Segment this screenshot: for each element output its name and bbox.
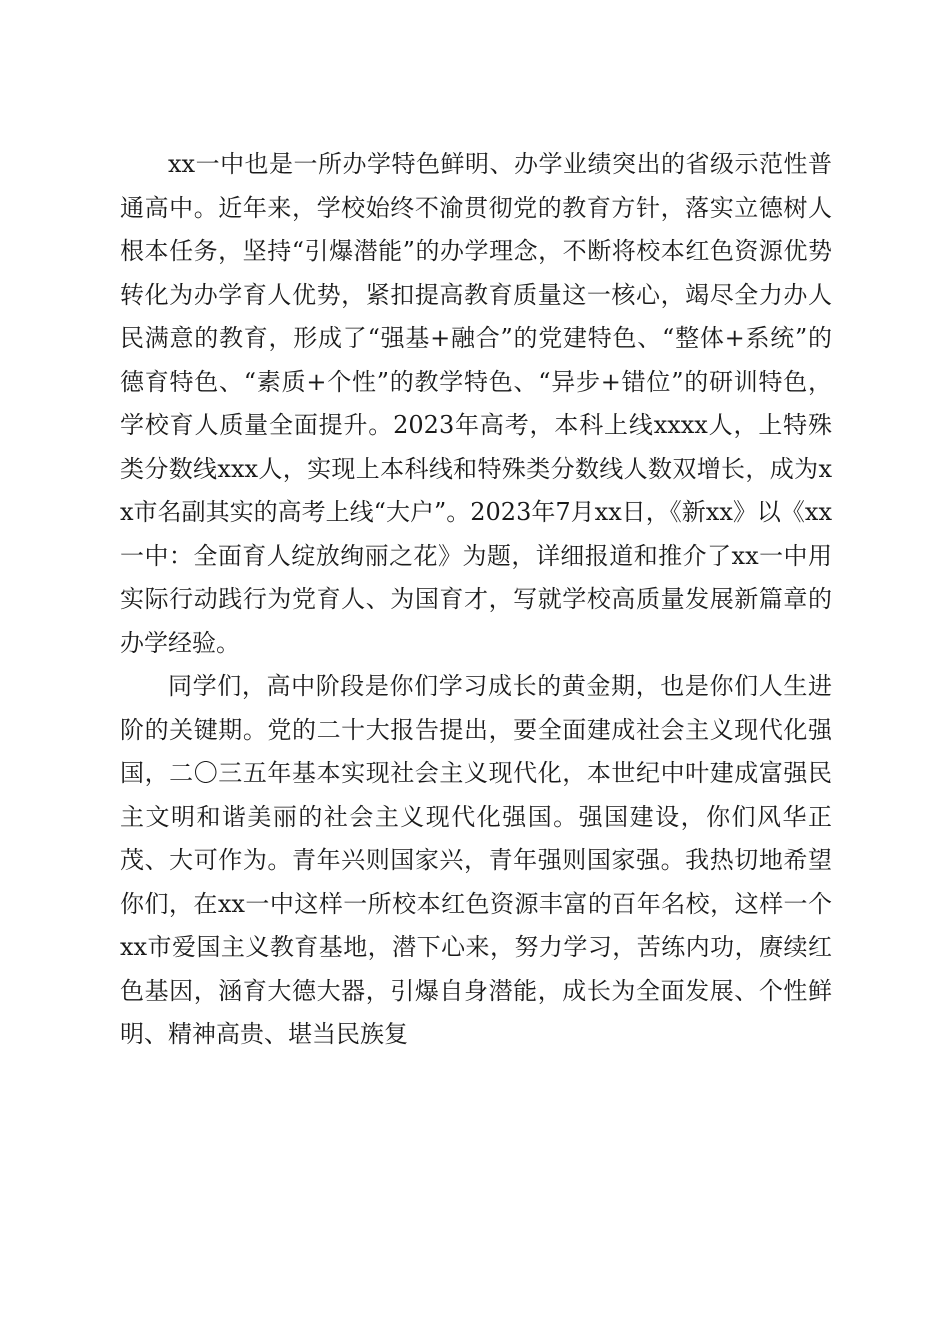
paragraph-school-achievements: xx一中也是一所办学特色鲜明、办学业绩突出的省级示范性普通高中。近年来，学校始终不渝贯彻党的教育方针，落实立德树人根本任务，坚持“引爆潜能”的办学理念，不断将校本红色资源优势转化为办学育人优势，紧扣提高教育质量这一核心，竭尽全力办人民满意的教育，形成了“强基+融合”的党建特色、“整体+系统”的德育特色、“素质+个性”的教学特色、“异步+错位”的研训特色，学校育人质量全面提升。2023年高考，本科上线xxxx人，上特殊类分数线xxx人，实现上本科线和特殊类分数线人数双增长，成为xx市名副其实的高考上线“大户”。2023年7月xx日，《新xx》以《xx一中：全面育人绽放绚丽之花》为题，详细报道和推介了xx一中用实际行动践行为党育人、为国育才，写就学校高质量发展新篇章的办学经验。 bbox=[120, 150, 832, 657]
paragraph-address-to-students: 同学们，高中阶段是你们学习成长的黄金期，也是你们人生进阶的关键期。党的二十大报告提出，要全面建成社会主义现代化强国，二〇三五年基本实现社会主义现代化，本世纪中叶建成富强民主文明和谐美丽的社会主义现代化强国。强国建设，你们风华正茂、大可作为。青年兴则国家兴，青年强则国家强。我热切地希望你们，在xx一中这样一所校本红色资源丰富的百年名校，这样一个xx市爱国主义教育基地，潜下心来，努力学习，苦练内功，赓续红色基因，涵育大德大器，引爆自身潜能，成长为全面发展、个性鲜明、精神高贵、堪当民族复 bbox=[120, 672, 832, 1048]
document-body bbox=[120, 143, 832, 1057]
